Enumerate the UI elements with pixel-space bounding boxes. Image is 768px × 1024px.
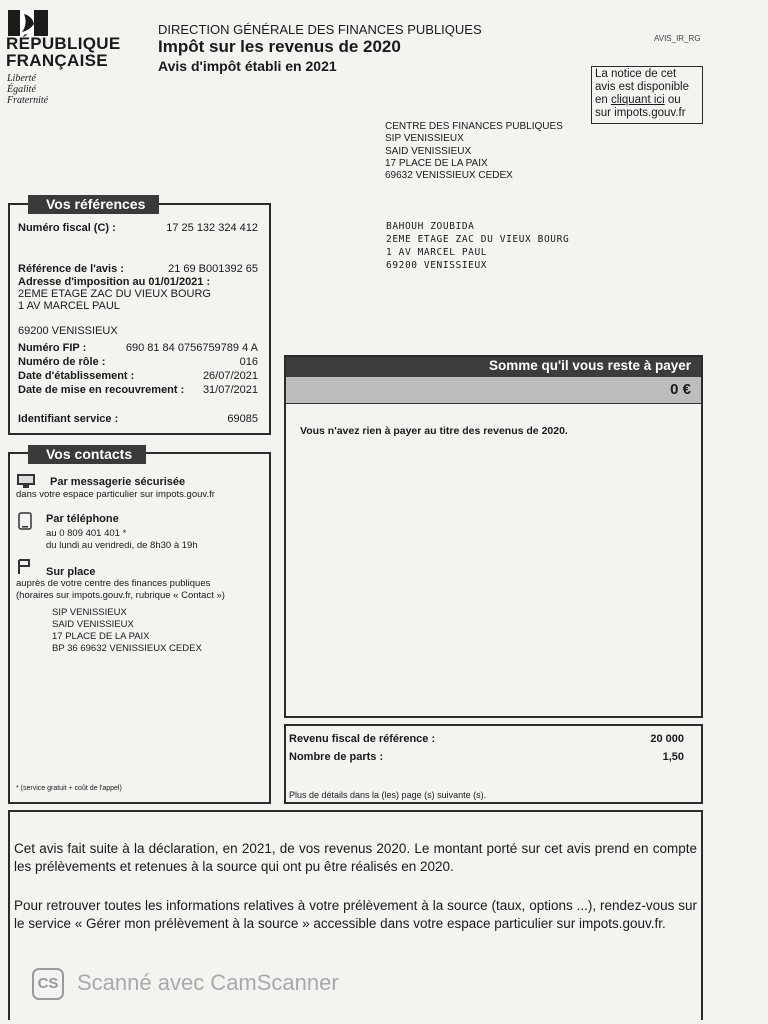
page-title: Impôt sur les revenus de 2020: [158, 37, 401, 56]
role-row: [18, 356, 105, 368]
contact-address: [52, 607, 202, 655]
sender-line: SIP VENISSIEUX: [385, 133, 464, 145]
contacts-footnote: * (service gratuit + coût de l'appel): [16, 785, 122, 792]
sender-line: 17 PLACE DE LA PAIX: [385, 157, 488, 169]
payment-heading: Somme qu'il vous reste à payer: [488, 358, 691, 373]
location-icon: [17, 559, 31, 580]
adresse-line3: 69200 VENISSIEUX: [18, 325, 118, 337]
motto-liberte: Liberté: [7, 73, 36, 84]
numero-fiscal-row: [18, 222, 116, 234]
camscanner-logo: [32, 968, 64, 1000]
ref-avis-label: Référence de l'avis :: [18, 263, 124, 275]
surplace-text2: (horaires sur impots.gouv.fr, rubrique « Contact »): [16, 590, 225, 601]
recipient-line: BAHOUH ZOUBIDA: [386, 221, 475, 232]
telephone-title: Par téléphone: [46, 513, 119, 525]
payment-box: [284, 355, 703, 718]
etab-row: [18, 370, 134, 382]
recipient-line: 69200 VENISSIEUX: [386, 260, 488, 271]
telephone-hours: du lundi au vendredi, de 8h30 à 19h: [46, 540, 198, 551]
contacts-heading: Vos contacts: [28, 445, 146, 464]
phone-icon: [18, 512, 32, 535]
notice-box: [591, 66, 703, 124]
contact-address-line: BP 36 69632 VENISSIEUX CEDEX: [52, 643, 202, 654]
payment-message: Vous n'avez rien à payer au titre des revenus de 2020.: [300, 425, 568, 437]
parts-value: 1,50: [662, 751, 684, 763]
fip-row: [18, 342, 86, 354]
telephone-number: au 0 809 401 401 *: [46, 528, 127, 539]
parts-label: Nombre de parts :: [289, 751, 384, 763]
recipient-line: 1 AV MARCEL PAUL: [386, 247, 488, 258]
notice-prefix: en: [595, 94, 611, 106]
ref-avis-row: [18, 263, 124, 275]
logo-francaise: FRANÇAISE: [6, 51, 108, 70]
notice-line3: [595, 94, 699, 107]
info-paragraph-1: Cet avis fait suite à la déclaration, en 2021, de vos revenus 2020. Le montant porté sur cet avis prend en compte les prélèvements et retenues à la source qui ont pu être réalisés en 2020.: [14, 841, 697, 874]
motto-fraternite: Fraternité: [7, 95, 49, 106]
etab-value: 26/07/2021: [202, 370, 258, 382]
payment-amount: 0 €: [670, 381, 691, 398]
notice-line4: sur impots.gouv.fr: [595, 107, 686, 119]
notice-suffix: ou: [664, 94, 681, 106]
contact-address-line: SIP VENISSIEUX: [52, 607, 127, 618]
recipient-address: [386, 220, 569, 272]
sender-line: CENTRE DES FINANCES PUBLIQUES: [385, 121, 563, 132]
adresse-label: Adresse d'imposition au 01/01/2021 :: [18, 276, 211, 288]
role-value: 016: [239, 356, 258, 368]
service-label: Identifiant service :: [18, 413, 119, 425]
numero-fiscal-label: Numéro fiscal (C) :: [18, 222, 116, 234]
fip-value: 690 81 84 0756759789 4 A: [125, 342, 258, 354]
contact-address-line: SAID VENISSIEUX: [52, 619, 134, 630]
page-subtitle: Avis d'impôt établi en 2021: [158, 58, 337, 74]
service-value: 69085: [227, 413, 258, 425]
camscanner-logo-text: CS: [37, 975, 59, 992]
adresse-line2: 1 AV MARCEL PAUL: [18, 300, 120, 312]
rfr-value: 20 000: [650, 733, 684, 745]
numero-fiscal-value: 17 25 132 324 412: [166, 222, 258, 234]
recouv-label: Date de mise en recouvrement :: [18, 384, 185, 396]
logo-republique: RÉPUBLIQUE: [6, 34, 121, 53]
form-code: AVIS_IR_RG: [654, 34, 701, 43]
recipient-line: 2EME ETAGE ZAC DU VIEUX BOURG: [386, 234, 570, 245]
service-row: [18, 413, 118, 425]
sender-address: [385, 121, 563, 182]
notice-link[interactable]: cliquant ici: [611, 94, 665, 106]
references-heading: Vos références: [28, 195, 159, 214]
logo-motto: [7, 73, 48, 106]
surplace-text1: auprès de votre centre des finances publiques: [16, 578, 211, 589]
sender-line: 69632 VENISSIEUX CEDEX: [385, 170, 513, 182]
notice-line1: La notice de cet: [595, 68, 677, 80]
surplace-title: Sur place: [46, 566, 96, 578]
contact-address-line: 17 PLACE DE LA PAIX: [52, 631, 150, 642]
camscanner-watermark: Scanné avec CamScanner: [77, 970, 339, 995]
recouv-value: 31/07/2021: [202, 384, 258, 396]
notice-line2: avis est disponible: [595, 81, 689, 93]
messagerie-text: dans votre espace particulier sur impots.gouv.fr: [16, 489, 215, 500]
sender-line: SAID VENISSIEUX: [385, 145, 472, 157]
fip-label: Numéro FIP :: [18, 342, 87, 354]
info-paragraph-2: Pour retrouver toutes les informations relatives à votre prélèvement à la source (taux, options ...), rendez-vous sur le service « Gérer mon prélèvement à la source » accessible dans votre espace particulier sur impots.gouv.fr.: [14, 898, 697, 931]
messagerie-title: Par messagerie sécurisée: [50, 476, 186, 488]
revenue-details: Plus de détails dans la (les) page (s) suivante (s).: [289, 790, 487, 800]
direction-heading: DIRECTION GÉNÉRALE DES FINANCES PUBLIQUES: [158, 22, 482, 37]
ref-avis-value: 21 69 B001392 65: [168, 263, 258, 275]
references-box: [8, 203, 271, 435]
adresse-line1: 2EME ETAGE ZAC DU VIEUX BOURG: [18, 288, 211, 300]
motto-egalite: Égalité: [7, 84, 36, 95]
role-label: Numéro de rôle :: [18, 356, 106, 368]
rfr-label: Revenu fiscal de référence :: [289, 733, 436, 745]
marianne-logo: [8, 10, 48, 36]
etab-label: Date d'établissement :: [18, 370, 135, 382]
